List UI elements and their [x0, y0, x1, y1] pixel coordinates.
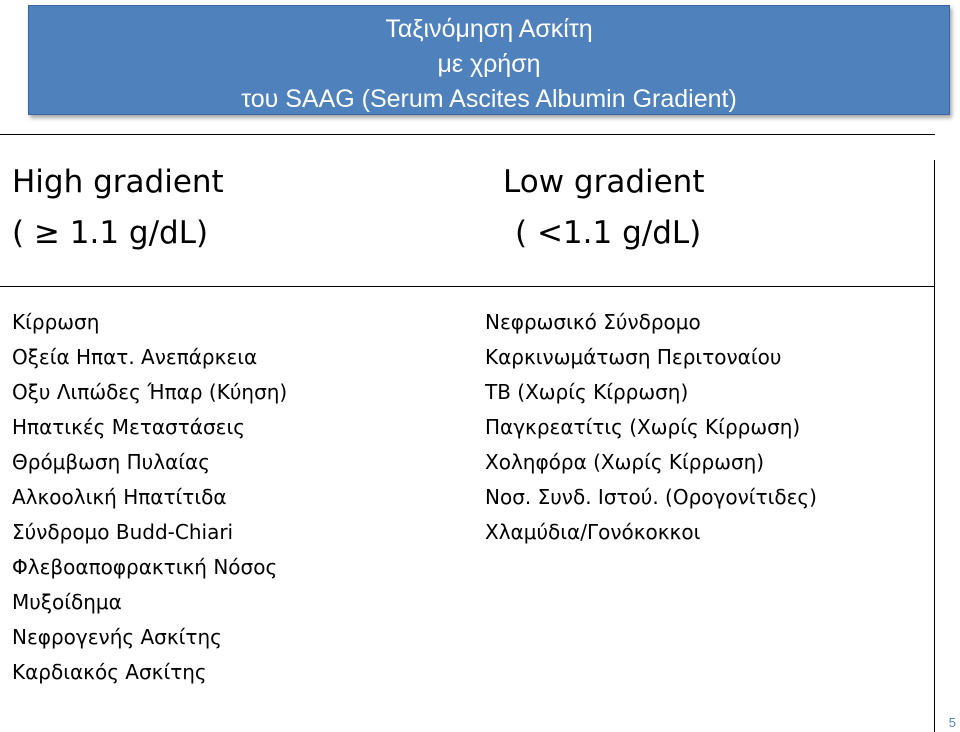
slide-number: 5 — [948, 715, 956, 730]
list-item: Χοληφόρα (Χωρίς Κίρρωση) — [485, 450, 765, 474]
title-banner — [28, 5, 950, 115]
list-item: Αλκοολική Ηπατίτιδα — [12, 485, 227, 509]
list-item: Νεφρογενής Ασκίτης — [12, 625, 222, 649]
list-item: Καρκινωμάτωση Περιτοναίου — [485, 345, 782, 369]
list-item: Παγκρεατίτις (Χωρίς Κίρρωση) — [485, 415, 801, 439]
top-rule — [0, 134, 935, 135]
list-item: Νεφρωσικό Σύνδρομο — [485, 310, 701, 334]
low-gradient-label: Low gradient — [503, 164, 705, 200]
title-line-2: με χρήση — [437, 50, 541, 78]
list-item: Χλαμύδια/Γονόκοκκοι — [485, 520, 701, 544]
title-line-1: Ταξινόμηση Ασκίτη — [385, 15, 593, 43]
low-gradient-threshold: ( <1.1 g/dL) — [515, 215, 702, 251]
list-item: TB (Χωρίς Κίρρωση) — [485, 380, 689, 404]
list-item: Ηπατικές Μεταστάσεις — [12, 415, 245, 439]
list-item: Οξεία Ηπατ. Ανεπάρκεια — [12, 345, 258, 369]
right-border — [934, 160, 935, 732]
high-gradient-threshold: ( ≥ 1.1 g/dL) — [12, 215, 209, 251]
list-item: Σύνδρομο Budd-Chiari — [12, 520, 234, 544]
high-gradient-label: High gradient — [12, 164, 224, 200]
list-item: Καρδιακός Ασκίτης — [12, 660, 207, 684]
list-item: Νοσ. Συνδ. Ιστού. (Ορογονίτιδες) — [485, 485, 817, 509]
list-item: Φλεβοαποφρακτική Νόσος — [12, 555, 278, 579]
list-item: Κίρρωση — [12, 310, 100, 334]
header-rule — [0, 286, 935, 287]
list-item: Οξυ Λιπώδες Ήπαρ (Κύηση) — [12, 380, 288, 404]
list-item: Θρόμβωση Πυλαίας — [12, 450, 210, 474]
high-gradient-list — [12, 305, 287, 690]
title-line-3: του SAAG (Serum Ascites Albumin Gradient) — [241, 85, 737, 113]
low-gradient-list — [485, 305, 817, 550]
list-item: Μυξοίδημα — [12, 590, 122, 614]
